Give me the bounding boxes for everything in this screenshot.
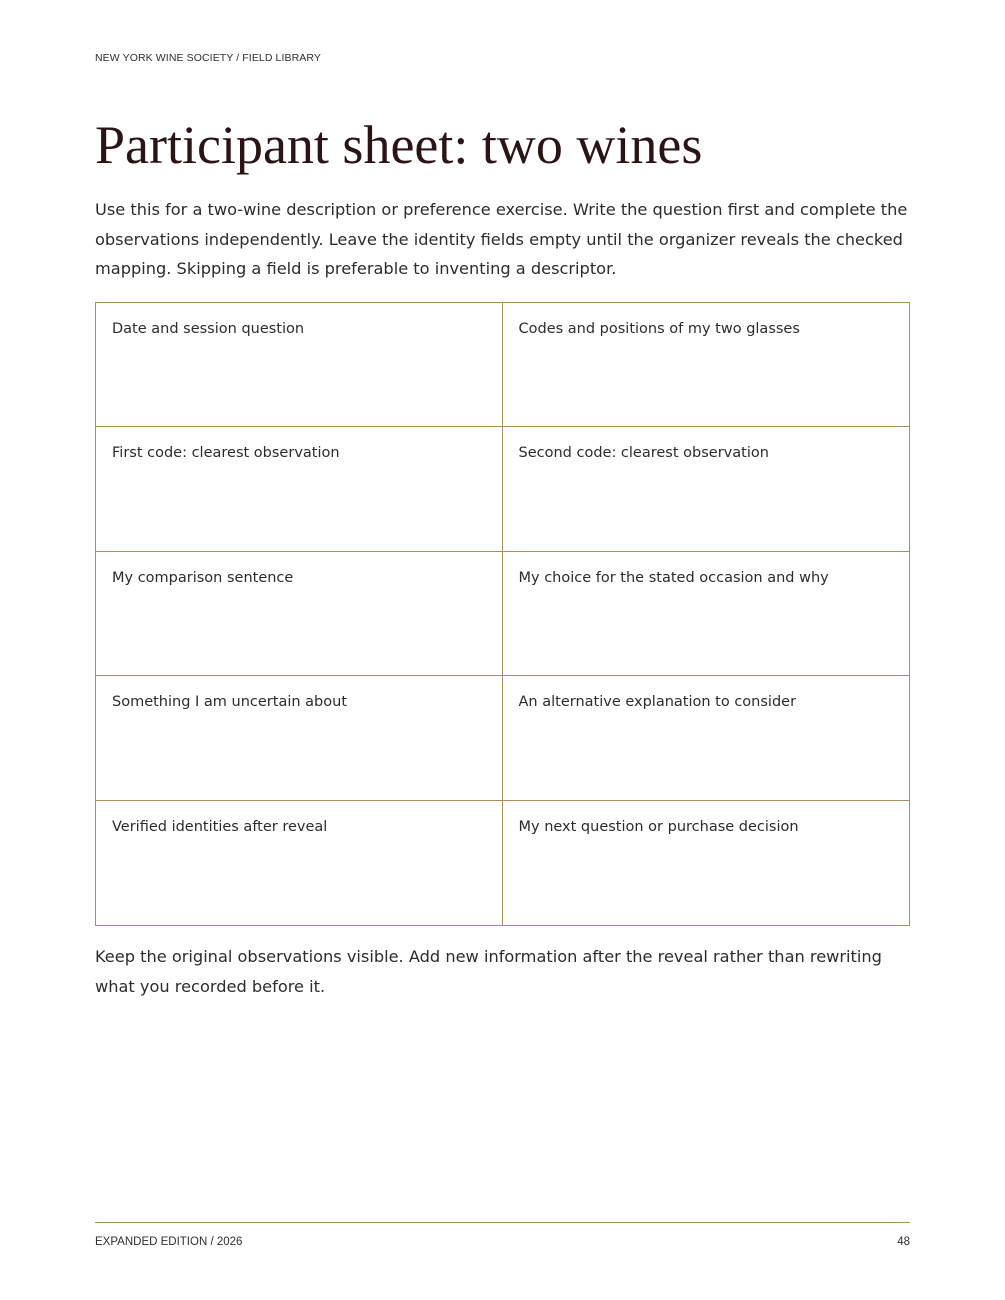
participant-sheet-grid <box>95 302 910 926</box>
field-first-code-observation[interactable]: First code: clearest observation <box>96 427 503 551</box>
footer-edition: EXPANDED EDITION / 2026 <box>95 1236 243 1248</box>
field-uncertainty[interactable]: Something I am uncertain about <box>96 676 503 800</box>
page-number: 48 <box>897 1236 910 1248</box>
field-choice-and-why[interactable]: My choice for the stated occasion and why <box>503 552 910 676</box>
field-alternative-explanation[interactable]: An alternative explanation to consider <box>503 676 910 800</box>
field-next-question[interactable]: My next question or purchase decision <box>518 818 799 835</box>
running-head: NEW YORK WINE SOCIETY / FIELD LIBRARY <box>95 52 321 64</box>
footer-divider <box>95 1222 910 1223</box>
field-date-session-question[interactable]: Date and session question <box>96 303 503 427</box>
intro-paragraph: Use this for a two-wine description or preference exercise. Write the question first and complete the observations independently. Leave the identity fields empty until the organizer reveals the checked mapping. Skipping a field is preferable to inventing a descriptor. <box>95 200 908 278</box>
field-comparison-sentence[interactable]: My comparison sentence <box>96 552 503 676</box>
closing-paragraph: Keep the original observations visible. Add new information after the reveal rather than rewriting what you recorded before it. <box>95 947 882 996</box>
field-verified-identities[interactable]: Verified identities after reveal <box>96 801 503 925</box>
field-second-code-observation[interactable]: Second code: clearest observation <box>503 427 910 551</box>
page-title: Participant sheet: two wines <box>95 115 703 175</box>
field-codes-positions[interactable]: Codes and positions of my two glasses <box>503 303 910 427</box>
